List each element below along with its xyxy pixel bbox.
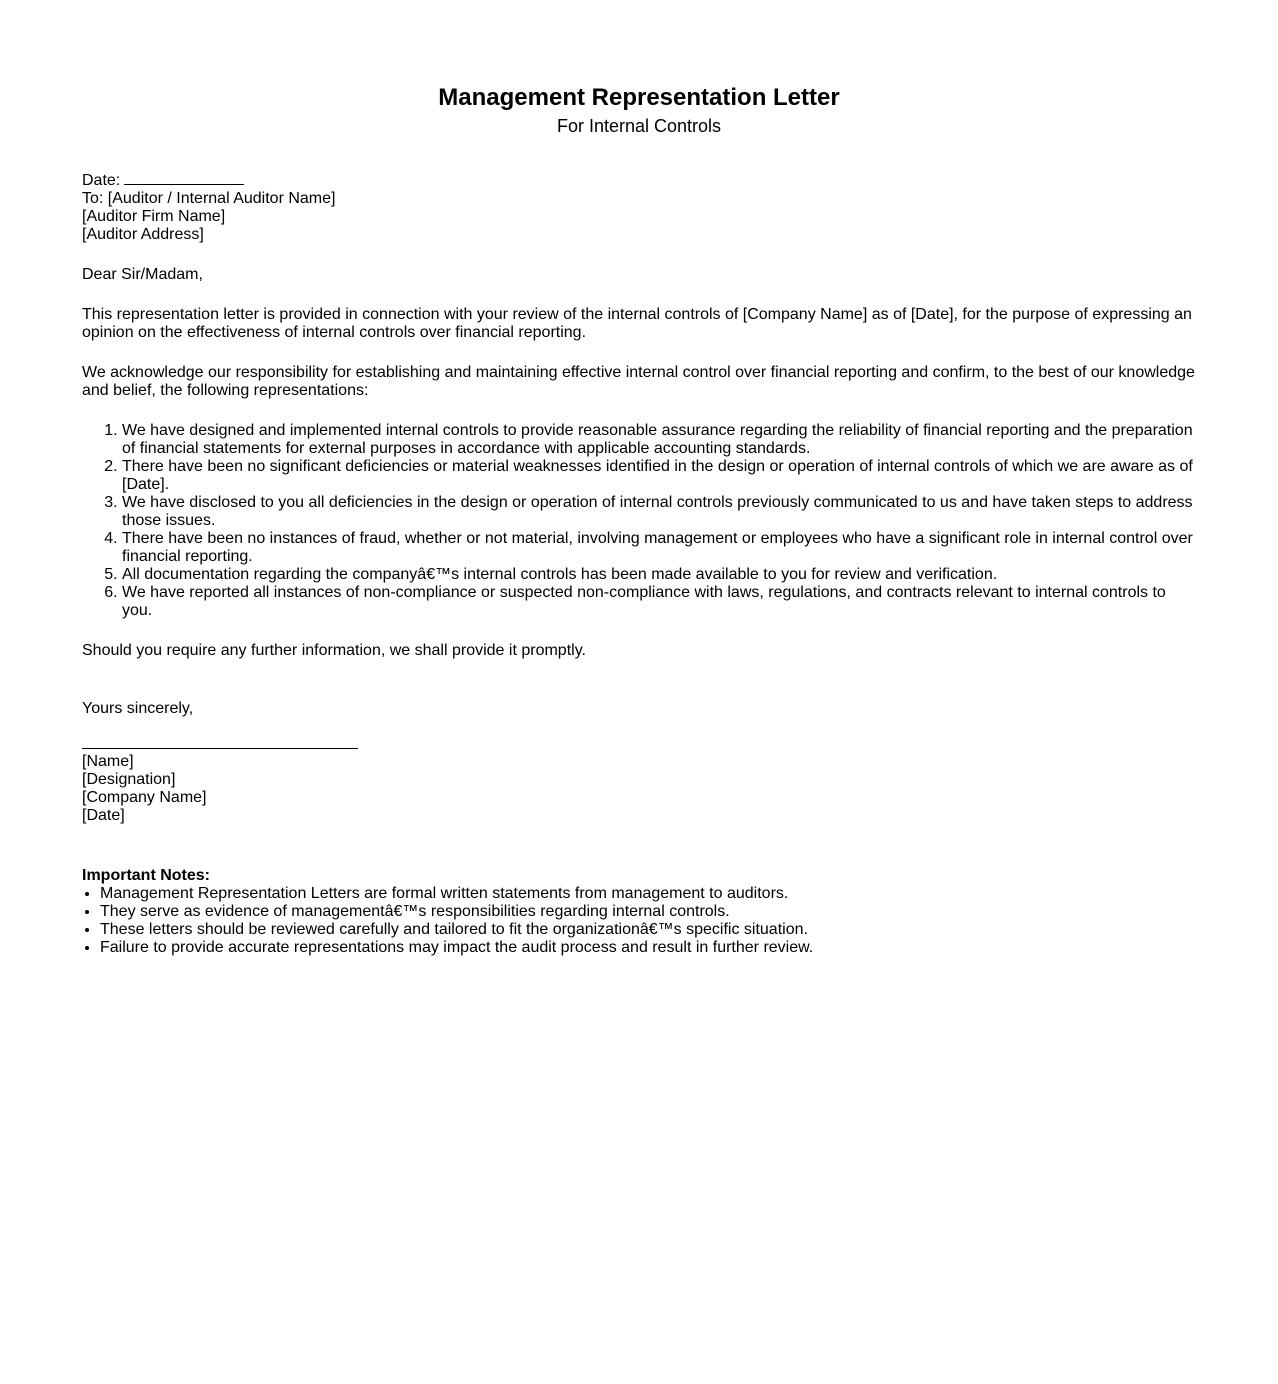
signatory-company: [Company Name] — [82, 789, 207, 806]
note-item: • They serve as evidence of managementâ€™s responsibilities regarding internal controls. — [100, 903, 1196, 921]
intro-paragraph: This representation letter is provided in connection with your review of the internal controls of [Company Name] as of [Date], for the purpose of expressing an opinion on the effectiveness of internal controls over financial reporting. — [82, 306, 1192, 341]
representation-item: 5. All documentation regarding the companyâ€™s internal controls has been made available to you for review and verification. — [122, 566, 1196, 584]
letter-subtitle: For Internal Controls — [556, 116, 722, 136]
letter-title: Management Representation Letter — [438, 84, 840, 111]
recipient-line: To: [Auditor / Internal Auditor Name] — [82, 190, 336, 207]
signatory-designation: [Designation] — [82, 771, 176, 788]
firm-line: [Auditor Firm Name] — [82, 208, 226, 225]
representation-item: 6. We have reported all instances of non-compliance or suspected non-compliance with laws, regulations, and contracts relevant to internal controls to you. — [122, 584, 1196, 620]
closing-paragraph: Should you require any further information, we shall provide it promptly. — [82, 642, 586, 659]
signature-block — [82, 753, 1196, 825]
date-line — [82, 170, 1196, 190]
closing-salutation: Yours sincerely, — [82, 700, 194, 717]
signature-line — [82, 748, 358, 749]
address-line: [Auditor Address] — [82, 226, 204, 243]
representation-item: 3. We have disclosed to you all deficiencies in the design or operation of internal controls previously communicated to us and have taken steps to address those issues. — [122, 494, 1196, 530]
acknowledgement-paragraph: We acknowledge our responsibility for establishing and maintaining effective internal control over financial reporting and confirm, to the best of our knowledge and belief, the following representations: — [82, 364, 1195, 399]
salutation: Dear Sir/Madam, — [82, 266, 203, 283]
important-notes — [82, 867, 1196, 957]
representations-list — [82, 422, 1196, 620]
date-blank-line — [124, 170, 244, 185]
note-item: • These letters should be reviewed carefully and tailored to fit the organizationâ€™s specific situation. — [100, 921, 1196, 939]
letter-page — [0, 84, 1278, 1384]
signatory-name: [Name] — [82, 753, 134, 770]
signature-date: [Date] — [82, 807, 125, 824]
representation-item: 1. We have designed and implemented internal controls to provide reasonable assurance regarding the reliability of financial reporting and the preparation of financial statements for external purposes in accordance with applicable accounting standards. — [122, 422, 1196, 458]
address-block — [82, 170, 1196, 244]
representation-item: 4. There have been no instances of fraud, whether or not material, involving management or employees who have a significant role in internal control over financial reporting. — [122, 530, 1196, 566]
notes-title: Important Notes: — [82, 867, 210, 884]
note-item: • Management Representation Letters are formal written statements from management to auditors. — [100, 885, 1196, 903]
notes-list — [82, 885, 1196, 957]
date-label: Date: — [82, 172, 121, 189]
representation-item: 2. There have been no significant deficiencies or material weaknesses identified in the design or operation of internal controls of which we are aware as of [Date]. — [122, 458, 1196, 494]
note-item: • Failure to provide accurate representations may impact the audit process and result in further review. — [100, 939, 1196, 957]
